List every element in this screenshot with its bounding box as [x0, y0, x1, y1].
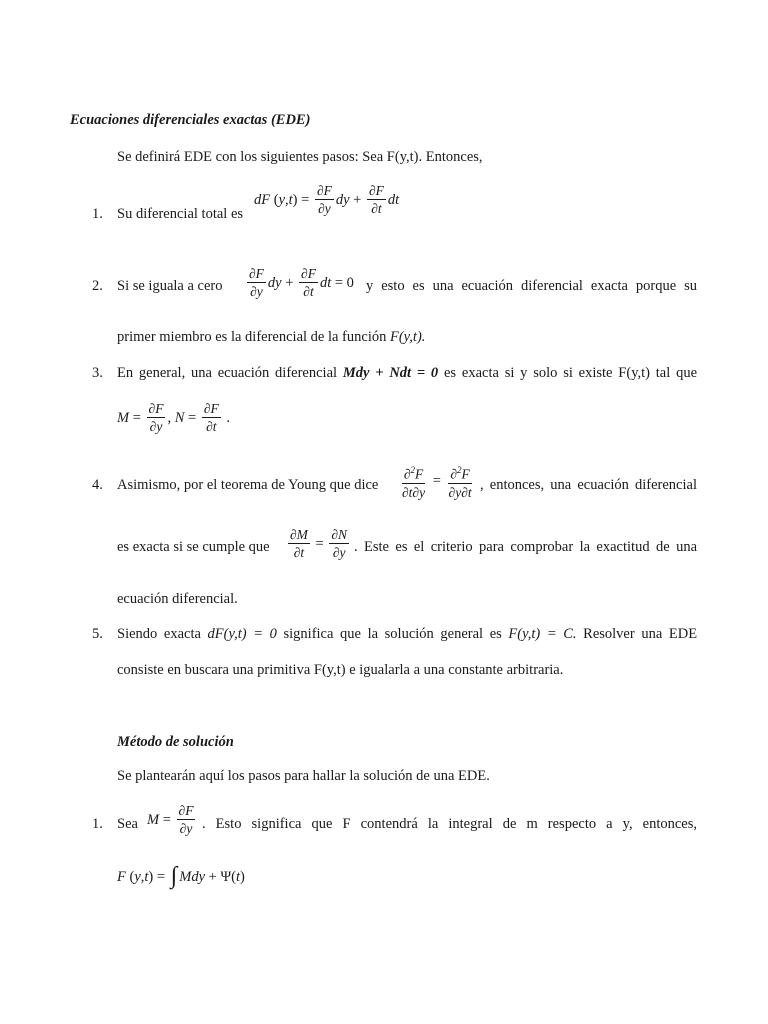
item-2-text-before: Si se iguala a cero — [117, 278, 223, 294]
item-2-formula: $\frac{\partial F}{\partial y}$ dy + $\frac{\partial F}{\partial t}$ dt = 0 — [249, 266, 354, 299]
method-item-1-formula-2: F ( y , t ) = ∫ Mdy + Ψ( t ) — [117, 863, 245, 889]
intro-paragraph: Se definirá EDE con los siguientes pasos: Sea F(y,t). Entonces, — [117, 149, 483, 165]
item-4-number: 4. — [92, 477, 103, 493]
item-2-line2-function: F(y,t). — [389, 329, 426, 345]
item-3-text-before: En general, una ecuación diferencial — [117, 365, 338, 381]
item-4-line3: ecuación diferencial. — [117, 591, 238, 607]
item-3-text-after: es exacta si y solo si existe F(y,t) tal que — [444, 365, 698, 381]
item-2-text-after: y esto es una ecuación diferencial exacta porque su — [366, 278, 697, 294]
item-2-line2 — [117, 328, 425, 346]
item-4-line2-after: . Este es el criterio para comprobar la exactitud de una — [354, 539, 697, 555]
item-4-formula: $\frac{\partial^2F}{\partial t\partial y}$ = $\frac{\partial^2F}{\partial y\partial t}$ — [402, 465, 472, 500]
item-5-line2: consiste en buscara una primitiva F(y,t) e igualarla a una constante arbitraria. — [117, 662, 564, 678]
item-4-text-after: , entonces, una ecuación diferencial — [480, 477, 697, 493]
item-5-text-3: Resolver una EDE — [583, 626, 698, 642]
item-3-text — [117, 364, 697, 382]
section-title: Ecuaciones diferenciales exactas (EDE) — [70, 112, 311, 128]
method-item-1-number: 1. — [92, 816, 103, 832]
item-5-text-2: significa que la solución general es — [283, 626, 502, 642]
method-item-1-text-after: . Esto significa que F contendrá la integral de m respecto a y, entonces, — [202, 816, 697, 832]
item-4-text-before: Asimismo, por el teorema de Young que dice — [117, 477, 379, 493]
item-4-line2-before: es exacta si se cumple que — [117, 539, 270, 555]
method-item-1-text-before: Sea — [117, 816, 138, 832]
item-2-line2-text: primer miembro es la diferencial de la función — [117, 329, 387, 345]
item-3-formula: M = $\frac{\partial F}{\partial y}$ , N = $\frac{\partial F}{\partial t}$ . — [117, 401, 230, 434]
item-4-criterion-formula: $\frac{\partial M}{\partial t}$ = $\frac{\partial N}{\partial y}$ — [290, 527, 348, 560]
item-2-number: 2. — [92, 278, 103, 294]
item-1-number: 1. — [92, 206, 103, 222]
item-5-text — [117, 625, 697, 643]
item-3-number: 3. — [92, 365, 103, 381]
method-intro: Se plantearán aquí los pasos para hallar la solución de una EDE. — [117, 768, 490, 784]
item-5-text-1: Siendo exacta — [117, 626, 201, 642]
method-title: Método de solución — [117, 734, 234, 750]
item-5-number: 5. — [92, 626, 103, 642]
item-5-math-1: dF(y,t) = 0 — [207, 626, 277, 642]
item-1-formula: dF ( y , t ) = $\frac{\partial F}{\partial y}$ dy + $\frac{\partial F}{\partial t}$ dt — [254, 183, 400, 216]
method-item-1-formula: M = $\frac{\partial F}{\partial y}$ — [147, 803, 194, 836]
item-1-text: Su diferencial total es — [117, 206, 244, 222]
item-5-math-2: F(y,t) = C. — [508, 626, 577, 642]
item-3-bold-equation: Mdy + Ndt = 0 — [342, 365, 439, 381]
